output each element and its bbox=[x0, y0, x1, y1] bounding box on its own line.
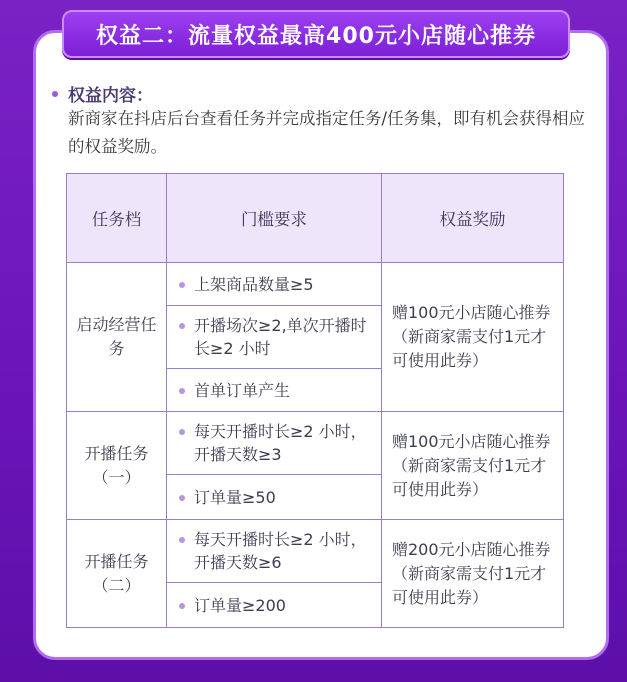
bullet-dot-icon bbox=[179, 603, 185, 609]
table-row bbox=[67, 263, 564, 306]
rules-table bbox=[66, 173, 564, 628]
title-banner bbox=[62, 10, 570, 58]
section-heading-label: 权益内容： bbox=[68, 86, 153, 106]
task-tier-cell: 开播任务（二） bbox=[67, 520, 167, 628]
requirement-cell bbox=[167, 306, 382, 369]
bullet-dot-icon bbox=[179, 429, 185, 435]
requirement-text: 每天开播时长≥2 小时，开播天数≥6 bbox=[194, 530, 367, 572]
requirement-cell bbox=[167, 369, 382, 412]
bullet-dot-icon bbox=[179, 323, 185, 329]
bullet-dot-icon bbox=[179, 388, 185, 394]
requirement-text: 订单量≥200 bbox=[194, 595, 286, 615]
requirement-cell bbox=[167, 412, 382, 475]
requirement-text: 上架商品数量≥5 bbox=[194, 274, 314, 294]
header-task-tier: 任务档 bbox=[67, 174, 167, 263]
table-row bbox=[67, 520, 564, 583]
requirement-text: 每天开播时长≥2 小时，开播天数≥3 bbox=[194, 422, 367, 464]
bullet-dot-icon bbox=[52, 91, 58, 97]
requirement-text: 订单量≥50 bbox=[194, 487, 276, 507]
requirement-text: 首单订单产生 bbox=[194, 380, 291, 400]
task-tier-cell: 开播任务（一） bbox=[67, 412, 167, 520]
bullet-dot-icon bbox=[179, 495, 185, 501]
section-heading bbox=[52, 81, 153, 106]
bullet-dot-icon bbox=[179, 537, 185, 543]
requirement-cell bbox=[167, 583, 382, 628]
reward-cell: 赠100元小店随心推券（新商家需支付1元才可使用此券） bbox=[382, 412, 564, 520]
reward-cell: 赠100元小店随心推券（新商家需支付1元才可使用此券） bbox=[382, 263, 564, 412]
requirement-cell bbox=[167, 475, 382, 520]
requirement-text: 开播场次≥2,单次开播时长≥2 小时 bbox=[194, 316, 367, 358]
reward-cell: 赠200元小店随心推券（新商家需支付1元才可使用此券） bbox=[382, 520, 564, 628]
banner-title: 权益二：流量权益最高400元小店随心推券 bbox=[96, 23, 536, 49]
table-header-row bbox=[67, 174, 564, 263]
requirement-cell bbox=[167, 263, 382, 306]
requirement-cell bbox=[167, 520, 382, 583]
bullet-dot-icon bbox=[179, 282, 185, 288]
table-row bbox=[67, 412, 564, 475]
task-tier-cell: 启动经营任务 bbox=[67, 263, 167, 412]
header-requirements: 门槛要求 bbox=[167, 174, 382, 263]
header-reward: 权益奖励 bbox=[382, 174, 564, 263]
section-description: 新商家在抖店后台查看任务并完成指定任务/任务集，即有机会获得相应的权益奖励。 bbox=[68, 109, 586, 156]
